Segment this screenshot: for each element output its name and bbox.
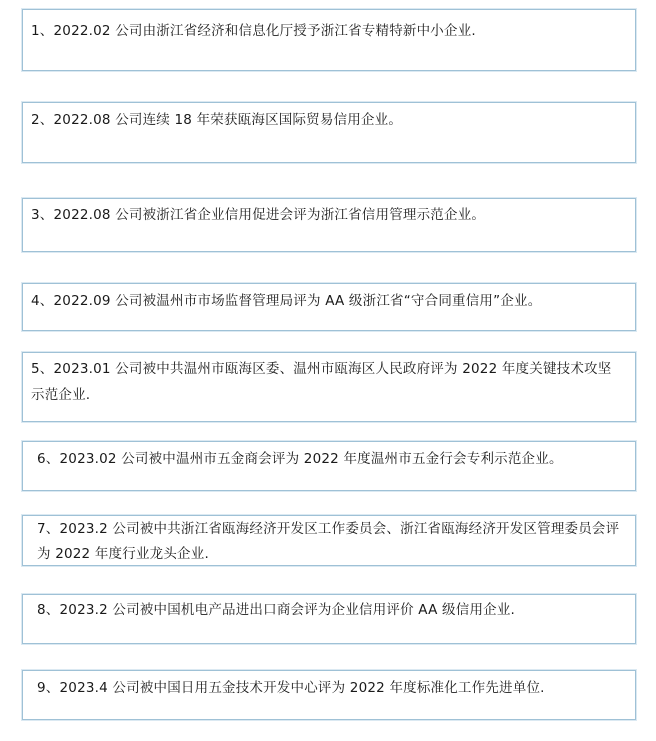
honor-item-2 (22, 102, 636, 163)
honor-text-3: 3、2022.08 公司被浙江省企业信用促进会评为浙江省信用管理示范企业。 (31, 207, 486, 223)
honor-text-4: 4、2022.09 公司被温州市市场监督管理局评为 AA 级浙江省“守合同重信用”企业。 (31, 293, 542, 309)
honor-item-7 (22, 515, 636, 566)
honor-text-9: 9、2023.4 公司被中国日用五金技术开发中心评为 2022 年度标准化工作先进单位. (37, 680, 545, 696)
honor-item-3 (22, 198, 636, 252)
honor-text-1: 1、2022.02 公司由浙江省经济和信息化厅授予浙江省专精特新中小企业. (31, 23, 476, 39)
honor-item-5 (22, 352, 636, 422)
honor-text-8: 8、2023.2 公司被中国机电产品进出口商会评为企业信用评价 AA 级信用企业. (37, 602, 516, 618)
honor-text-6: 6、2023.02 公司被中温州市五金商会评为 2022 年度温州市五金行会专利示范企业。 (37, 451, 563, 467)
honor-text-7: 7、2023.2 公司被中共浙江省瓯海经济开发区工作委员会、浙江省瓯海经济开发区管理委员会评为 2022 年度行业龙头企业. (37, 521, 620, 562)
honor-text-2: 2、2022.08 公司连续 18 年荣获瓯海区国际贸易信用企业。 (31, 112, 403, 128)
honor-item-6 (22, 441, 636, 491)
honor-item-9 (22, 670, 636, 720)
honor-item-8 (22, 594, 636, 644)
honor-item-4 (22, 283, 636, 331)
honor-text-5: 5、2023.01 公司被中共温州市瓯海区委、温州市瓯海区人民政府评为 2022 年度关键技术攻坚示范企业. (31, 361, 612, 403)
honor-item-1 (22, 9, 636, 71)
